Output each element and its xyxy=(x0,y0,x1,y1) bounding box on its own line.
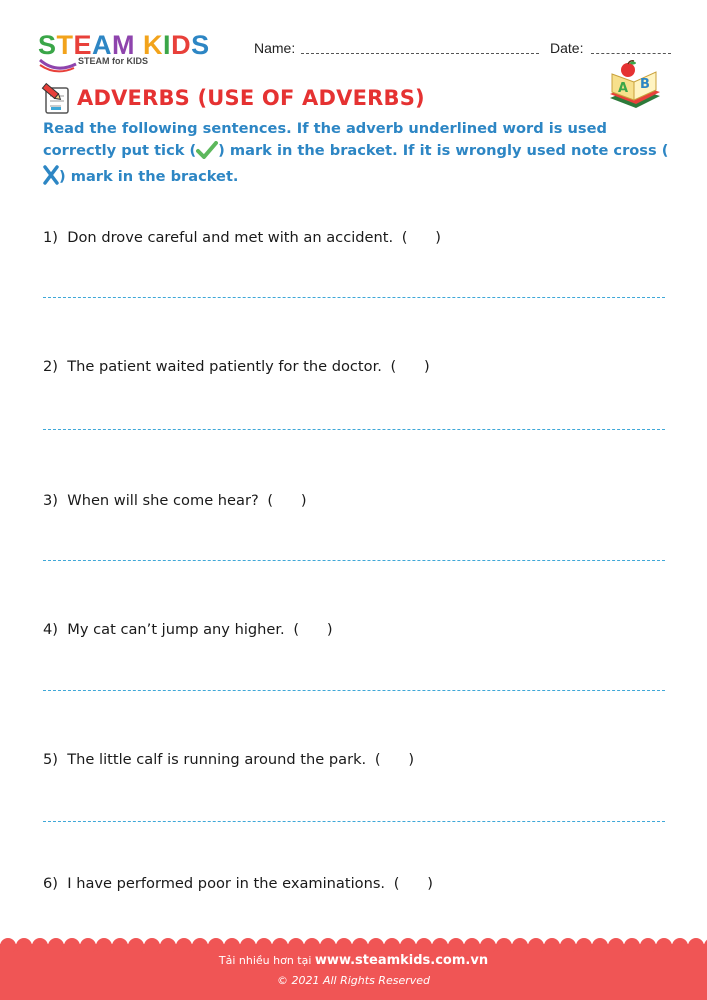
svg-text:B: B xyxy=(640,77,650,92)
instruction-text: ) mark in the bracket. If it is wrongly used note cross ( xyxy=(218,141,669,159)
scallop xyxy=(208,938,224,952)
scallop xyxy=(656,938,672,952)
scallop xyxy=(272,938,288,952)
cross-mark-icon xyxy=(43,165,59,192)
question-number: 1) xyxy=(43,229,58,246)
scallop xyxy=(480,938,496,952)
scallop xyxy=(528,938,544,952)
svg-text:A: A xyxy=(618,81,629,96)
question-2 xyxy=(43,358,430,375)
answer-bracket[interactable]: ( ) xyxy=(393,875,433,892)
instruction-text: Read the following sentences. If the adverb underlined word is used correctly put tick ( xyxy=(43,120,607,159)
footer-band xyxy=(0,936,707,1000)
name-field-line xyxy=(301,53,539,54)
scallop xyxy=(80,938,96,952)
question-1 xyxy=(43,229,441,246)
scallop xyxy=(624,938,640,952)
logo-letter: T xyxy=(56,30,74,60)
answer-bracket[interactable]: ( ) xyxy=(293,621,333,638)
footer-site-link[interactable]: www.steamkids.com.vn xyxy=(314,953,489,968)
footer-scallop-edge xyxy=(0,936,707,952)
question-text: My cat can’t jump any higher. xyxy=(67,621,285,638)
scallop xyxy=(16,938,32,952)
question-text: When will she come hear? xyxy=(67,492,259,509)
logo-letter: E xyxy=(73,30,93,60)
question-number: 6) xyxy=(43,875,58,892)
scallop xyxy=(432,938,448,952)
instructions xyxy=(43,118,673,192)
abc-book-apple-icon xyxy=(606,60,664,112)
scallop xyxy=(112,938,128,952)
question-3 xyxy=(43,492,307,509)
scallop xyxy=(240,938,256,952)
scallop xyxy=(64,938,80,952)
scallop xyxy=(608,938,624,952)
logo-letter: K xyxy=(143,30,164,60)
logo-letter: M xyxy=(112,30,136,60)
scallop xyxy=(672,938,688,952)
date-label: Date: xyxy=(550,40,584,56)
scallop xyxy=(592,938,608,952)
answer-line xyxy=(43,560,665,561)
answer-bracket[interactable]: ( ) xyxy=(390,358,430,375)
scallop xyxy=(0,938,16,952)
scallop xyxy=(336,938,352,952)
scallop xyxy=(560,938,576,952)
scallop xyxy=(464,938,480,952)
question-6 xyxy=(43,875,433,892)
scallop xyxy=(192,938,208,952)
question-number: 3) xyxy=(43,492,58,509)
question-number: 4) xyxy=(43,621,58,638)
name-label: Name: xyxy=(254,40,296,56)
footer-download-prefix: Tải nhiều hơn tại xyxy=(218,954,312,967)
logo-subtitle: STEAM for KIDS xyxy=(78,56,149,66)
scallop xyxy=(640,938,656,952)
scallop xyxy=(368,938,384,952)
answer-line xyxy=(43,821,665,822)
scallop xyxy=(304,938,320,952)
question-text: The little calf is running around the park. xyxy=(67,751,367,768)
scallop xyxy=(688,938,704,952)
answer-bracket[interactable]: ( ) xyxy=(267,492,307,509)
question-5 xyxy=(43,751,414,768)
logo-swoosh-icon xyxy=(38,56,78,74)
scallop xyxy=(224,938,240,952)
scallop xyxy=(160,938,176,952)
scallop xyxy=(320,938,336,952)
logo-letter: S xyxy=(191,30,210,60)
scallop xyxy=(400,938,416,952)
scallop xyxy=(32,938,48,952)
answer-line xyxy=(43,429,665,430)
scallop xyxy=(576,938,592,952)
scallop xyxy=(384,938,400,952)
logo-letter: I xyxy=(163,30,172,60)
check-mark-icon xyxy=(196,141,218,166)
logo-letter: S xyxy=(38,30,57,60)
footer-copyright: © 2021 All Rights Reserved xyxy=(276,974,430,987)
answer-line xyxy=(43,690,665,691)
date-field-line xyxy=(591,53,671,54)
worksheet-title: ADVERBS (USE OF ADVERBS) xyxy=(77,86,425,110)
answer-bracket[interactable]: ( ) xyxy=(401,229,442,246)
instruction-text: ) mark in the bracket. xyxy=(59,168,239,185)
question-4 xyxy=(43,621,333,638)
scallop xyxy=(144,938,160,952)
scallop xyxy=(128,938,144,952)
question-text: The patient waited patiently for the doctor. xyxy=(67,358,382,375)
scallop xyxy=(288,938,304,952)
question-number: 5) xyxy=(43,751,58,768)
question-number: 2) xyxy=(43,358,58,375)
question-text: Don drove careful and met with an accident. xyxy=(67,229,394,246)
scallop xyxy=(512,938,528,952)
logo-letter: A xyxy=(92,30,113,60)
scallop xyxy=(496,938,512,952)
scallop xyxy=(256,938,272,952)
footer-download-line xyxy=(0,953,707,968)
scallop xyxy=(48,938,64,952)
logo-letter: D xyxy=(171,30,192,60)
scallop xyxy=(352,938,368,952)
scallop xyxy=(416,938,432,952)
answer-bracket[interactable]: ( ) xyxy=(374,751,415,768)
scallop xyxy=(96,938,112,952)
answer-line xyxy=(43,297,665,298)
scallop xyxy=(176,938,192,952)
worksheet-pencil-icon xyxy=(37,82,73,116)
scallop xyxy=(544,938,560,952)
question-text: I have performed poor in the examinations. xyxy=(67,875,386,892)
steam-kids-logo xyxy=(38,30,238,78)
scallop xyxy=(448,938,464,952)
